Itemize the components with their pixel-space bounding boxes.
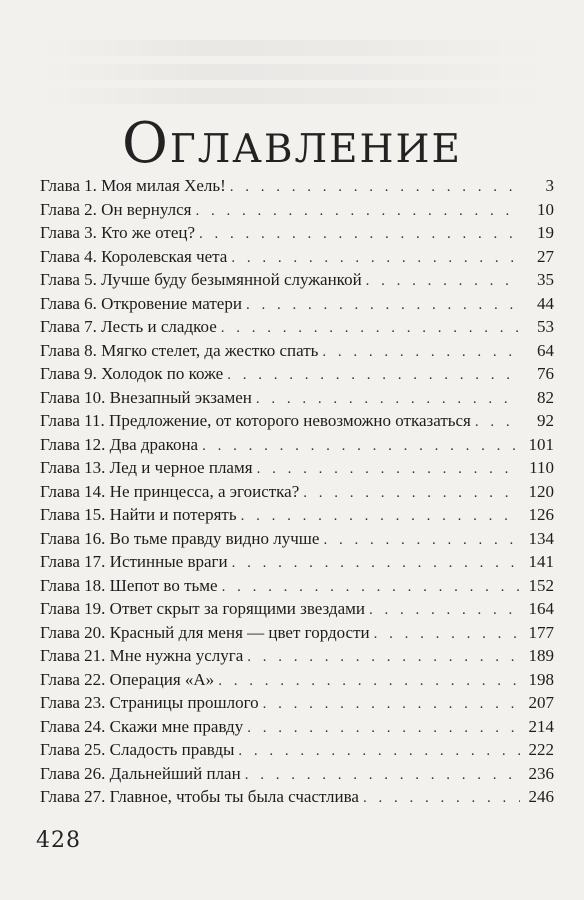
toc-entry-title: Глава 19. Ответ скрыт за горящими звездами xyxy=(40,599,365,618)
dot-leader xyxy=(241,505,520,529)
dot-leader xyxy=(257,458,520,482)
dot-leader xyxy=(227,364,520,388)
bleed-through-text xyxy=(40,88,544,104)
toc-entry xyxy=(40,433,554,457)
toc-entry-title: Глава 27. Главное, чтобы ты была счастлива xyxy=(40,787,359,806)
toc-entry-page: 134 xyxy=(528,528,554,548)
toc-entry-page: 214 xyxy=(528,716,554,736)
page-title: Оглавление xyxy=(122,110,462,176)
table-of-contents xyxy=(40,174,554,809)
dot-leader xyxy=(369,599,520,623)
dot-leader xyxy=(247,717,520,741)
toc-entry-page: 141 xyxy=(528,552,554,571)
bleed-through-text xyxy=(40,40,544,56)
toc-entry-page: 152 xyxy=(528,575,554,595)
toc-entry-title: Глава 8. Мягко стелет, да жестко спать xyxy=(40,340,319,360)
toc-entry xyxy=(40,644,554,668)
bleed-through-text xyxy=(40,64,544,80)
dot-leader xyxy=(303,482,520,506)
toc-entry-page: 19 xyxy=(537,223,554,242)
toc-entry-page: 3 xyxy=(545,176,554,195)
toc-entry xyxy=(40,362,554,386)
toc-entry xyxy=(40,597,554,621)
toc-entry xyxy=(40,762,554,786)
toc-entry xyxy=(40,550,554,574)
dot-leader xyxy=(202,435,520,459)
toc-entry-title: Глава 18. Шепот во тьме xyxy=(40,575,218,595)
toc-entry xyxy=(40,691,554,715)
toc-entry-title: Глава 4. Королевская чета xyxy=(40,246,228,266)
toc-entry-page: 189 xyxy=(528,646,554,665)
toc-entry xyxy=(40,503,554,527)
dot-leader xyxy=(247,646,520,670)
dot-leader xyxy=(238,740,520,764)
dot-leader xyxy=(218,670,520,694)
toc-entry-title: Глава 25. Сладость правды xyxy=(40,740,235,759)
toc-entry-title: Глава 26. Дальнейший план xyxy=(40,763,241,783)
toc-entry xyxy=(40,386,554,410)
toc-entry-page: 164 xyxy=(528,599,554,618)
dot-leader xyxy=(195,200,520,224)
toc-entry-title: Глава 22. Операция «А» xyxy=(40,669,215,689)
toc-entry xyxy=(40,339,554,363)
toc-entry-page: 177 xyxy=(528,622,554,642)
toc-entry-title: Глава 9. Холодок по коже xyxy=(40,364,224,383)
toc-entry-title: Глава 12. Два дракона xyxy=(40,434,199,454)
toc-entry-page: 82 xyxy=(537,387,554,407)
toc-entry xyxy=(40,668,554,692)
dot-leader xyxy=(232,552,520,576)
toc-entry-page: 92 xyxy=(537,411,554,430)
toc-entry-page: 120 xyxy=(528,481,554,501)
toc-entry-title: Глава 21. Мне нужна услуга xyxy=(40,646,244,665)
toc-entry-page: 222 xyxy=(528,740,554,759)
toc-entry-page: 27 xyxy=(537,246,554,266)
toc-entry-title: Глава 16. Во тьме правду видно лучше xyxy=(40,528,320,548)
toc-entry-page: 64 xyxy=(537,340,554,360)
dot-leader xyxy=(221,317,520,341)
toc-entry xyxy=(40,738,554,762)
toc-entry xyxy=(40,480,554,504)
dot-leader xyxy=(256,388,520,412)
toc-entry-page: 53 xyxy=(537,317,554,336)
dot-leader xyxy=(475,411,520,435)
dot-leader xyxy=(199,223,520,247)
toc-entry-page: 110 xyxy=(529,458,554,477)
toc-entry-title: Глава 1. Моя милая Хель! xyxy=(40,176,226,195)
toc-entry xyxy=(40,456,554,480)
toc-entry-page: 44 xyxy=(537,293,554,313)
toc-entry-title: Глава 20. Красный для меня — цвет гордости xyxy=(40,622,370,642)
toc-entry xyxy=(40,621,554,645)
toc-entry-title: Глава 5. Лучше буду безымянной служанкой xyxy=(40,270,362,289)
dot-leader xyxy=(231,247,520,271)
toc-entry xyxy=(40,785,554,809)
toc-entry-page: 246 xyxy=(528,787,554,806)
toc-entry-title: Глава 15. Найти и потерять xyxy=(40,505,237,524)
toc-entry xyxy=(40,315,554,339)
toc-entry-title: Глава 2. Он вернулся xyxy=(40,199,192,219)
toc-entry xyxy=(40,174,554,198)
toc-entry xyxy=(40,268,554,292)
toc-entry-page: 35 xyxy=(537,270,554,289)
toc-entry-title: Глава 24. Скажи мне правду xyxy=(40,716,244,736)
toc-entry-title: Глава 6. Откровение матери xyxy=(40,293,242,313)
toc-entry-page: 207 xyxy=(528,693,554,712)
toc-entry-title: Глава 3. Кто же отец? xyxy=(40,223,196,242)
dot-leader xyxy=(246,294,520,318)
toc-entry xyxy=(40,292,554,316)
toc-entry xyxy=(40,198,554,222)
dot-leader xyxy=(222,576,520,600)
toc-entry xyxy=(40,527,554,551)
dot-leader xyxy=(323,529,520,553)
dot-leader xyxy=(245,764,520,788)
toc-entry xyxy=(40,574,554,598)
dot-leader xyxy=(363,787,520,811)
toc-entry-page: 76 xyxy=(537,364,554,383)
toc-entry-title: Глава 11. Предложение, от которого невозможно отказаться xyxy=(40,411,471,430)
toc-entry-page: 198 xyxy=(528,669,554,689)
toc-entry-page: 236 xyxy=(528,763,554,783)
toc-entry xyxy=(40,245,554,269)
toc-entry xyxy=(40,221,554,245)
toc-entry-page: 101 xyxy=(528,434,554,454)
dot-leader xyxy=(230,176,520,200)
toc-entry-page: 126 xyxy=(528,505,554,524)
toc-entry-title: Глава 10. Внезапный экзамен xyxy=(40,387,252,407)
dot-leader xyxy=(366,270,520,294)
toc-entry-title: Глава 14. Не принцесса, а эгоистка? xyxy=(40,481,300,501)
toc-entry-title: Глава 17. Истинные враги xyxy=(40,552,228,571)
page-number: 428 xyxy=(36,828,81,853)
dot-leader xyxy=(374,623,520,647)
dot-leader xyxy=(322,341,520,365)
toc-entry-title: Глава 23. Страницы прошлого xyxy=(40,693,259,712)
toc-entry xyxy=(40,409,554,433)
toc-entry xyxy=(40,715,554,739)
toc-entry-title: Глава 13. Лед и черное пламя xyxy=(40,458,253,477)
toc-entry-title: Глава 7. Лесть и сладкое xyxy=(40,317,217,336)
toc-entry-page: 10 xyxy=(537,199,554,219)
dot-leader xyxy=(263,693,520,717)
